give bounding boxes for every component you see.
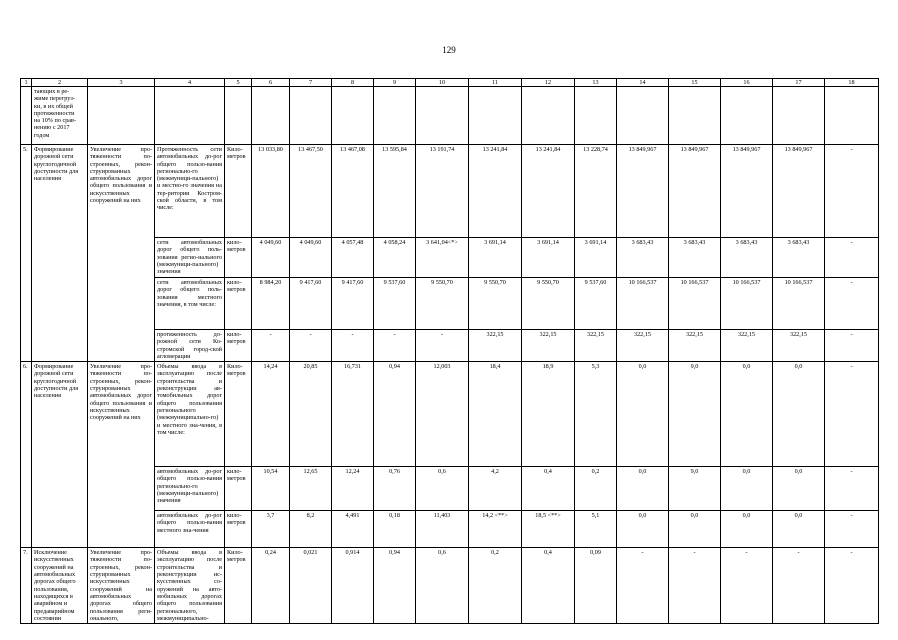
value-cell: - bbox=[825, 330, 879, 362]
unit-cell: Кило-метров bbox=[225, 145, 252, 238]
empty-cell bbox=[374, 87, 416, 145]
value-cell: 18,5 <**> bbox=[522, 511, 575, 548]
value-cell: - bbox=[825, 511, 879, 548]
task-cell: Исключение искусственных сооружений на автомобильных дорогах общего пользования, находящихся в аварийном и предаварийном состоянии bbox=[32, 548, 88, 624]
value-cell: - bbox=[721, 548, 773, 624]
unit-cell: кило-метров bbox=[225, 511, 252, 548]
value-cell: 4 058,24 bbox=[374, 238, 416, 278]
header-cell: 4 bbox=[155, 79, 225, 87]
value-cell: - bbox=[290, 330, 332, 362]
table-row bbox=[21, 548, 879, 624]
value-cell: 10 166,537 bbox=[669, 278, 721, 330]
indicator-cell: протяженность до-рожной сети Ко-стромской город-ской агломерации bbox=[155, 330, 225, 362]
value-cell: 3 691,14 bbox=[575, 238, 617, 278]
header-cell: 8 bbox=[332, 79, 374, 87]
indicator-cell: Протяженность сети автомобильных до-рог общего пользо-вания регионально-го (межмуници-пального) и местно-го значения на тер-ритории Костром-ской области, в том числе: bbox=[155, 145, 225, 238]
value-cell: 8 984,20 bbox=[252, 278, 290, 330]
table-row bbox=[21, 145, 879, 238]
value-cell: - bbox=[825, 362, 879, 467]
value-cell: - bbox=[669, 548, 721, 624]
header-cell: 15 bbox=[669, 79, 721, 87]
value-cell: 14,2 <**> bbox=[469, 511, 522, 548]
value-cell: - bbox=[416, 330, 469, 362]
value-cell: 13 241,84 bbox=[522, 145, 575, 238]
value-cell: 0,0 bbox=[773, 511, 825, 548]
value-cell: 9,0 bbox=[669, 467, 721, 511]
value-cell: 3 683,43 bbox=[721, 238, 773, 278]
value-cell: - bbox=[825, 278, 879, 330]
indicator-cell: сети автомобильных дорог общего поль-зования регио-нального (межмуници-пального) значения bbox=[155, 238, 225, 278]
value-cell: 13 228,74 bbox=[575, 145, 617, 238]
value-cell: 0,0 bbox=[773, 467, 825, 511]
header-cell: 3 bbox=[88, 79, 155, 87]
empty-cell bbox=[290, 87, 332, 145]
value-cell: 9 550,70 bbox=[416, 278, 469, 330]
value-cell: 0,021 bbox=[290, 548, 332, 624]
value-cell: 322,15 bbox=[522, 330, 575, 362]
page-number: 129 bbox=[442, 45, 456, 55]
value-cell: 0,09 bbox=[575, 548, 617, 624]
value-cell: 0,0 bbox=[617, 511, 669, 548]
header-cell: 13 bbox=[575, 79, 617, 87]
value-cell: 3 691,14 bbox=[469, 238, 522, 278]
value-cell: - bbox=[773, 548, 825, 624]
empty-cell bbox=[617, 87, 669, 145]
section-number: 7. bbox=[21, 548, 32, 624]
value-cell: 4,491 bbox=[332, 511, 374, 548]
value-cell: 18,9 bbox=[522, 362, 575, 467]
result-cell: Увеличение про-тяженности по-строенных, рекон-струированных искусственных сооружений на автомобильных дорогах общего пользования реги-онального, bbox=[88, 548, 155, 624]
empty-cell bbox=[522, 87, 575, 145]
value-cell: 9 417,60 bbox=[290, 278, 332, 330]
value-cell: 0,0 bbox=[721, 511, 773, 548]
value-cell: 322,15 bbox=[617, 330, 669, 362]
value-cell: 5,3 bbox=[575, 362, 617, 467]
empty-cell bbox=[155, 87, 225, 145]
value-cell: 0,6 bbox=[416, 548, 469, 624]
header-cell: 7 bbox=[290, 79, 332, 87]
header-cell: 5 bbox=[225, 79, 252, 87]
header-cell: 16 bbox=[721, 79, 773, 87]
value-cell: 13 849,967 bbox=[721, 145, 773, 238]
value-cell: 9,0 bbox=[669, 362, 721, 467]
unit-cell: кило-метров bbox=[225, 278, 252, 330]
header-cell: 11 bbox=[469, 79, 522, 87]
value-cell: 11,403 bbox=[416, 511, 469, 548]
value-cell: 9 417,60 bbox=[332, 278, 374, 330]
value-cell: 16,731 bbox=[332, 362, 374, 467]
value-cell: 0,24 bbox=[252, 548, 290, 624]
value-cell: 322,15 bbox=[721, 330, 773, 362]
value-cell: 12,24 bbox=[332, 467, 374, 511]
value-cell: 10 166,537 bbox=[773, 278, 825, 330]
value-cell: 20,85 bbox=[290, 362, 332, 467]
value-cell: - bbox=[332, 330, 374, 362]
value-cell: 322,15 bbox=[669, 330, 721, 362]
table-row bbox=[21, 362, 879, 467]
value-cell: 0,0 bbox=[721, 467, 773, 511]
empty-cell bbox=[21, 87, 32, 145]
value-cell: 0,0 bbox=[617, 362, 669, 467]
empty-cell bbox=[575, 87, 617, 145]
empty-cell bbox=[825, 87, 879, 145]
unit-cell: кило-метров bbox=[225, 467, 252, 511]
indicator-cell: сети автомобильных дорог общего поль-зования местного значения, в том числе: bbox=[155, 278, 225, 330]
empty-cell bbox=[416, 87, 469, 145]
empty-cell bbox=[469, 87, 522, 145]
value-cell: 8,2 bbox=[290, 511, 332, 548]
value-cell: 18,4 bbox=[469, 362, 522, 467]
goal-continuation-text: тающих в ре- жиме перегруз- ки, в их общей протяженности на 10% по срав- нению с 2017 годом bbox=[32, 87, 88, 145]
section-number: 5. bbox=[21, 145, 32, 362]
header-row bbox=[21, 79, 879, 87]
value-cell: 3 641,04<*> bbox=[416, 238, 469, 278]
value-cell: 4 049,60 bbox=[252, 238, 290, 278]
header-cell: 18 bbox=[825, 79, 879, 87]
value-cell: 13 849,967 bbox=[669, 145, 721, 238]
value-cell: 0,4 bbox=[522, 467, 575, 511]
value-cell: - bbox=[374, 330, 416, 362]
value-cell: - bbox=[825, 548, 879, 624]
value-cell: 0,94 bbox=[374, 362, 416, 467]
value-cell: 0,18 bbox=[374, 511, 416, 548]
header-cell: 1 bbox=[21, 79, 32, 87]
indicator-cell: автомобильных до-рог общего пользо-вания регионально-го (межмуници-пального) значения bbox=[155, 467, 225, 511]
value-cell: 13 033,80 bbox=[252, 145, 290, 238]
value-cell: 9 537,60 bbox=[575, 278, 617, 330]
indicator-cell: Объемы ввода в эксплуатацию после строительства и реконструкции ис-кусственных со-оружений на авто-мобильных дорогах общего пользования регионального, межмуниципально- bbox=[155, 548, 225, 624]
indicator-cell: автомобильных до-рог общего пользо-вания местного зна-чения bbox=[155, 511, 225, 548]
value-cell: 4,2 bbox=[469, 467, 522, 511]
value-cell: 9 550,70 bbox=[469, 278, 522, 330]
value-cell: 322,15 bbox=[469, 330, 522, 362]
task-cell: Формирование дорожной сети круглогодичной доступности для населения bbox=[32, 362, 88, 548]
header-cell: 6 bbox=[252, 79, 290, 87]
header-cell: 14 bbox=[617, 79, 669, 87]
value-cell: 5,1 bbox=[575, 511, 617, 548]
result-cell: Увеличение про-тяженности по-строенных, рекон-струированных автомобильных дорог общего пользования и искусственных сооружений на них bbox=[88, 145, 155, 362]
value-cell: - bbox=[825, 145, 879, 238]
result-cell: Увеличение про-тяженности по-строенных, рекон-струированных автомобильных дорог общего пользования и искусственных сооружений на них bbox=[88, 362, 155, 548]
empty-cell bbox=[252, 87, 290, 145]
header-cell: 12 bbox=[522, 79, 575, 87]
value-cell: - bbox=[252, 330, 290, 362]
value-cell: 4 049,60 bbox=[290, 238, 332, 278]
value-cell: - bbox=[825, 467, 879, 511]
header-cell: 2 bbox=[32, 79, 88, 87]
value-cell: 0,6 bbox=[416, 467, 469, 511]
value-cell: 0,0 bbox=[669, 511, 721, 548]
value-cell: 0,4 bbox=[522, 548, 575, 624]
indicators-table bbox=[20, 78, 879, 624]
empty-cell bbox=[88, 87, 155, 145]
value-cell: - bbox=[617, 548, 669, 624]
value-cell: - bbox=[825, 238, 879, 278]
value-cell: 13 191,74 bbox=[416, 145, 469, 238]
unit-cell: кило-метров bbox=[225, 330, 252, 362]
value-cell: 0,914 bbox=[332, 548, 374, 624]
value-cell: 3 683,43 bbox=[669, 238, 721, 278]
unit-cell: Кило-метров bbox=[225, 548, 252, 624]
continuation-row bbox=[21, 87, 879, 145]
value-cell: 3 683,43 bbox=[617, 238, 669, 278]
value-cell: 0,2 bbox=[469, 548, 522, 624]
value-cell: 9 537,60 bbox=[374, 278, 416, 330]
value-cell: 13 849,967 bbox=[617, 145, 669, 238]
value-cell: 13 467,08 bbox=[332, 145, 374, 238]
value-cell: 12,65 bbox=[290, 467, 332, 511]
empty-cell bbox=[332, 87, 374, 145]
value-cell: 0,94 bbox=[374, 548, 416, 624]
empty-cell bbox=[773, 87, 825, 145]
value-cell: 3,7 bbox=[252, 511, 290, 548]
header-cell: 17 bbox=[773, 79, 825, 87]
header-cell: 10 bbox=[416, 79, 469, 87]
value-cell: 0,0 bbox=[721, 362, 773, 467]
section-number: 6. bbox=[21, 362, 32, 548]
header-cell: 9 bbox=[374, 79, 416, 87]
value-cell: 0,0 bbox=[617, 467, 669, 511]
value-cell: 3 683,43 bbox=[773, 238, 825, 278]
value-cell: 0,0 bbox=[773, 362, 825, 467]
value-cell: 10 166,537 bbox=[617, 278, 669, 330]
value-cell: 3 691,14 bbox=[522, 238, 575, 278]
value-cell: 322,15 bbox=[773, 330, 825, 362]
task-cell: Формирование дорожной сети круглогодичной доступности для населения bbox=[32, 145, 88, 362]
value-cell: 13 849,967 bbox=[773, 145, 825, 238]
value-cell: 0,76 bbox=[374, 467, 416, 511]
value-cell: 10 166,537 bbox=[721, 278, 773, 330]
value-cell: 4 057,48 bbox=[332, 238, 374, 278]
value-cell: 13 467,50 bbox=[290, 145, 332, 238]
value-cell: 13 595,84 bbox=[374, 145, 416, 238]
value-cell: 9 550,70 bbox=[522, 278, 575, 330]
empty-cell bbox=[669, 87, 721, 145]
value-cell: 12,003 bbox=[416, 362, 469, 467]
indicator-cell: Объемы ввода в эксплуатацию после строительства и реконструкции ав-томобильных дорог общего пользования регионального (межмуниципально-го) и местного зна-чения, в том числе: bbox=[155, 362, 225, 467]
value-cell: 322,15 bbox=[575, 330, 617, 362]
value-cell: 10,54 bbox=[252, 467, 290, 511]
empty-cell bbox=[721, 87, 773, 145]
unit-cell: кило-метров bbox=[225, 238, 252, 278]
value-cell: 13 241,84 bbox=[469, 145, 522, 238]
unit-cell: Кило-метров bbox=[225, 362, 252, 467]
empty-cell bbox=[225, 87, 252, 145]
value-cell: 0,2 bbox=[575, 467, 617, 511]
value-cell: 14,24 bbox=[252, 362, 290, 467]
